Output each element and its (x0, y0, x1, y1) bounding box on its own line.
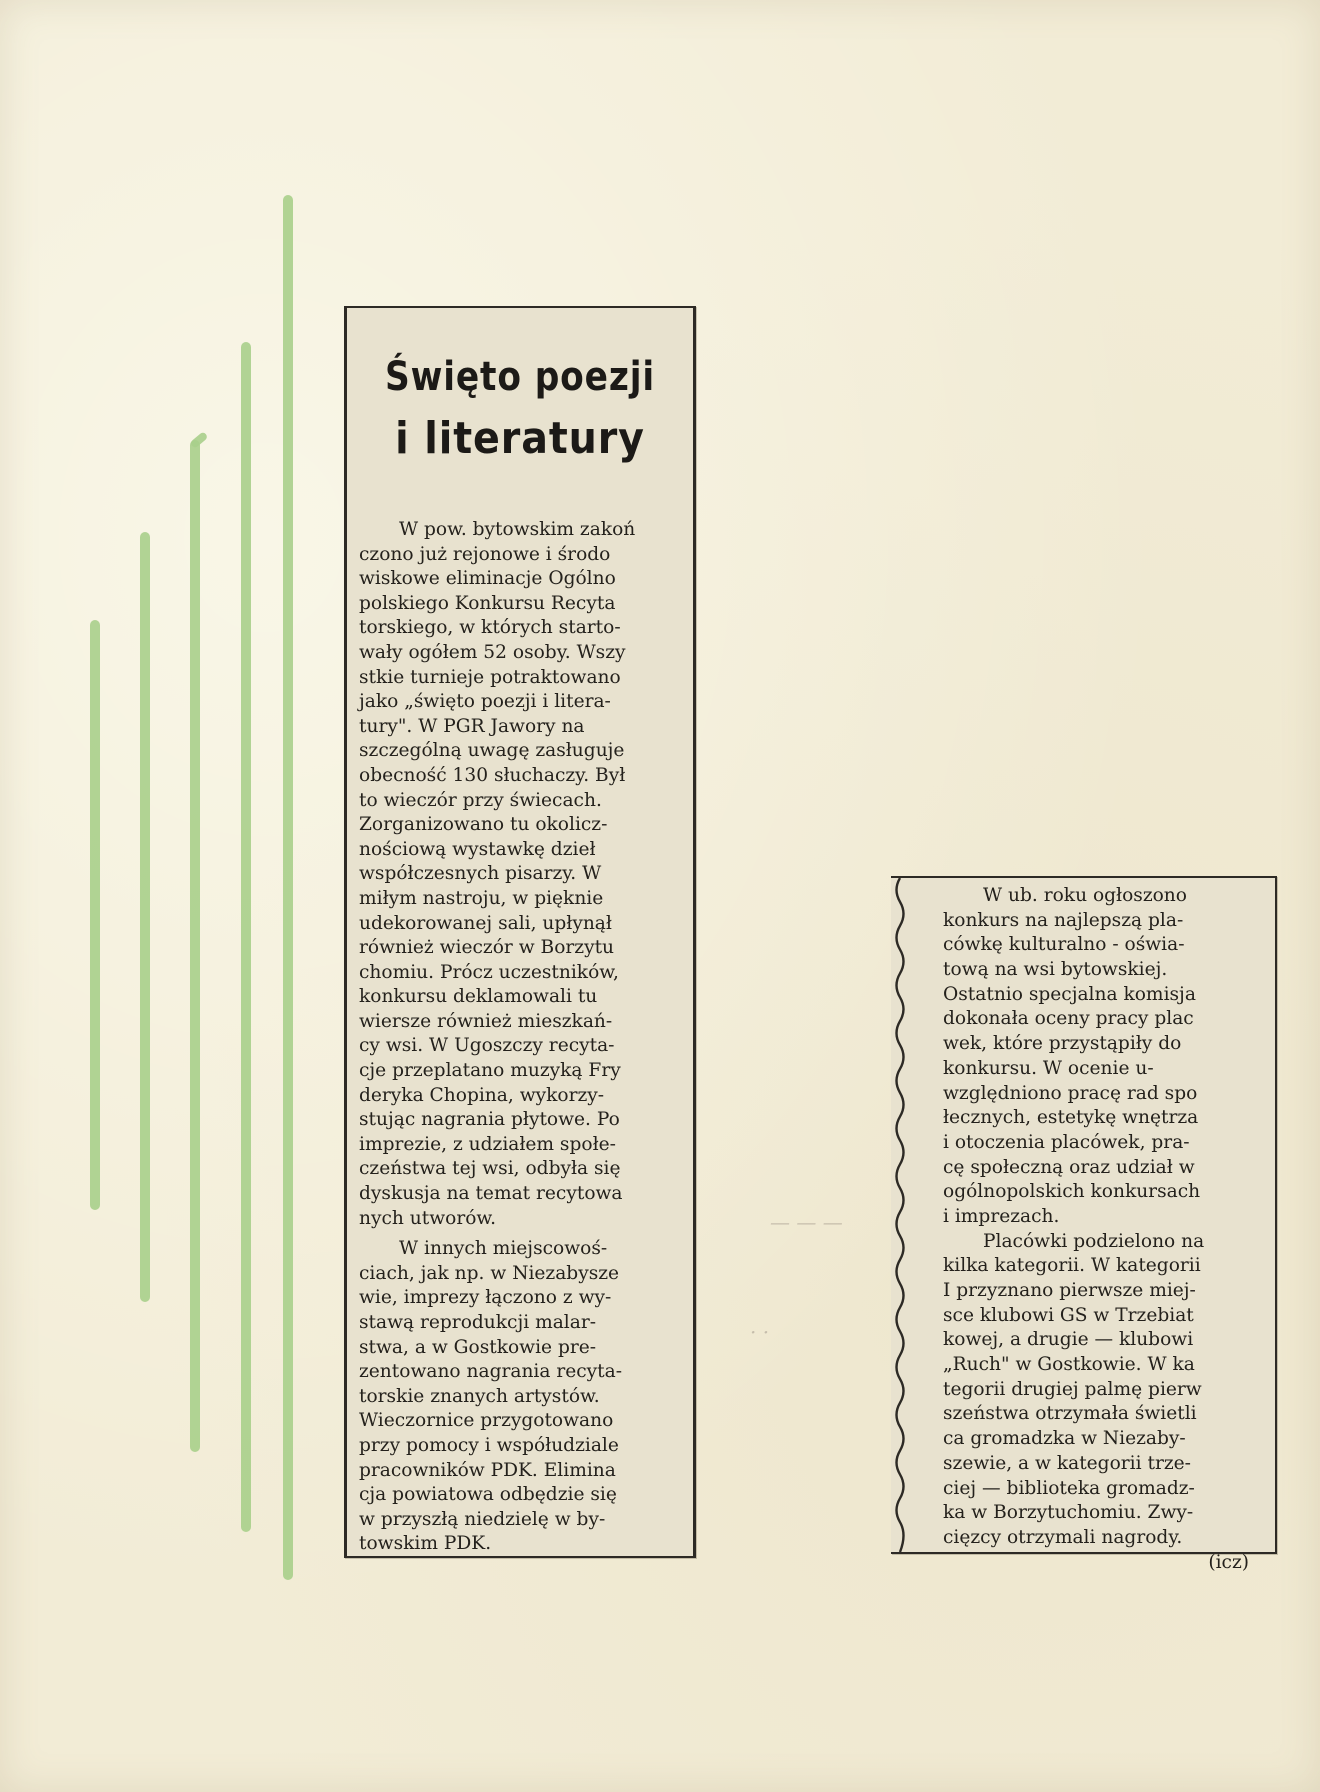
note-line: tową na wsi bytowskiej. (943, 959, 1168, 981)
article-line: W innych miejscowoś- (399, 1238, 608, 1260)
note-line: szewie, a w kategorii trze- (943, 1452, 1191, 1474)
article-line: wiskowe eliminacje Ogólno (359, 568, 616, 590)
note-line: względniono pracę rad spo (943, 1082, 1198, 1104)
article-line: ciach, jak np. w Niezabysze (359, 1262, 620, 1284)
note-line: cę społeczną oraz udział w (943, 1156, 1195, 1178)
article-line: konkursu deklamowali tu (359, 986, 598, 1008)
note-line: i imprezach. (943, 1205, 1060, 1227)
note-line: ca gromadzka w Niezaby- (943, 1428, 1186, 1450)
article-line: towskim PDK. (359, 1533, 492, 1555)
note-line: tegorii drugiej palmę pierw (943, 1378, 1202, 1400)
article-line: W pow. bytowskim zakoń (399, 519, 636, 540)
article-line: obecność 130 słuchaczy. Był (359, 764, 626, 786)
note-line: ogólnopolskich konkursach (943, 1181, 1201, 1203)
article-line: czeństwa tej wsi, odbyła się (359, 1158, 621, 1180)
note-line: cówkę kulturalno - oświa- (943, 934, 1185, 956)
article-line: cja powiatowa odbędzie się (359, 1484, 617, 1506)
note-body (943, 884, 1273, 1575)
article-line: stkie turnieje potraktowano (359, 666, 621, 688)
article-line: wie, imprezy łączono z wy- (359, 1287, 612, 1309)
article-line: pracowników PDK. Elimina (359, 1459, 616, 1481)
article-line: polskiego Konkursu Recyta (359, 592, 616, 614)
note-line: cięzcy otrzymali nagrody. (943, 1526, 1183, 1548)
newspaper-clipping-note (891, 876, 1277, 1573)
note-line: kowej, a drugie — klubowi (943, 1329, 1194, 1351)
wavy-border-icon (891, 878, 909, 1552)
note-line: „Ruch" w Gostkowie. W ka (943, 1354, 1195, 1376)
green-pen-line (190, 440, 200, 1452)
article-line: szczególną uwagę zasługuje (359, 740, 625, 762)
note-line: I przyznano pierwsze miej- (943, 1280, 1196, 1301)
note-line: ciej — biblioteka gromadz- (943, 1477, 1195, 1499)
note-line: dokonała oceny pracy plac (943, 1008, 1194, 1030)
article-line: stwa, a w Gostkowie pre- (359, 1336, 597, 1358)
note-line: łecznych, estetykę wnętrza (943, 1107, 1199, 1129)
note-line: konkurs na najlepszą pla- (943, 909, 1184, 931)
article-line: to wieczór przy świecach. (359, 789, 602, 811)
article-line: dyskusja na temat recytowa (359, 1183, 623, 1205)
note-line: kilka kategorii. W kategorii (943, 1255, 1201, 1277)
article-line: nościową wystawkę dzieł (359, 838, 596, 860)
article-line: Wieczornice przygotowano (359, 1410, 614, 1432)
article-line: tury". W PGR Jawory na (359, 715, 585, 737)
note-line: W ub. roku ogłoszono (983, 885, 1187, 906)
headline-line-2: i literatury (395, 413, 645, 464)
article-line: czono już rejonowe i środo (359, 543, 611, 565)
green-pen-line (283, 195, 293, 1580)
green-pen-line (90, 620, 100, 1210)
article-body (359, 518, 689, 1557)
note-line: Ostatnio specjalna komisja (943, 983, 1196, 1005)
article-line: torskie znanych artystów. (359, 1385, 600, 1407)
newspaper-clipping-article (344, 306, 696, 1558)
note-line: i otoczenia placówek, pra- (943, 1131, 1190, 1153)
note-line: szeństwa otrzymała świetli (943, 1403, 1197, 1425)
article-line: wały ogółem 52 osoby. Wszy (359, 641, 626, 663)
article-line: jako „święto poezji i litera- (359, 691, 611, 713)
article-line: współczesnych pisarzy. W (359, 863, 602, 885)
note-line: ka w Borzytuchomiu. Zwy- (943, 1502, 1194, 1524)
article-line: miłym nastroju, w pięknie (359, 887, 604, 909)
article-line: w przyszłą niedzielę w by- (359, 1508, 606, 1530)
article-line: wiersze również mieszkań- (359, 1010, 613, 1032)
green-pen-line (241, 342, 251, 1532)
article-line: torskiego, w których starto- (359, 617, 621, 639)
article-line: zentowano nagrania recyta- (359, 1361, 623, 1383)
article-line: Zorganizowano tu okolicz- (359, 814, 608, 836)
article-line: cy wsi. W Ugoszczy recyta- (359, 1035, 615, 1057)
pencil-marks: · · (750, 1320, 770, 1344)
article-headline (347, 346, 693, 470)
green-pen-line (140, 532, 150, 1302)
pencil-marks: — — — (770, 1210, 843, 1234)
article-line: cje przeplatano muzyką Fry (359, 1060, 621, 1082)
note-line: wek, które przystąpiły do (943, 1033, 1182, 1055)
article-line: stując nagrania płytowe. Po (359, 1109, 620, 1131)
article-line: chomiu. Prócz uczestników, (359, 961, 619, 983)
note-line: Placówki podzielono na (983, 1230, 1205, 1252)
article-line: deryka Chopina, wykorzy- (359, 1084, 605, 1106)
article-line: nych utworów. (359, 1207, 497, 1229)
note-line: sce klubowi GS w Trzebiat (943, 1304, 1194, 1326)
article-line: również wieczór w Borzytu (359, 937, 615, 959)
headline-line-1: Święto poezji (384, 354, 656, 400)
article-line: przy pomocy i współudziale (359, 1434, 619, 1456)
article-line: imprezie, z udziałem społe- (359, 1133, 616, 1155)
author-signature: (icz) (1208, 1551, 1249, 1573)
note-line: konkursu. W ocenie u- (943, 1057, 1154, 1079)
article-line: stawą reprodukcji malar- (359, 1312, 596, 1333)
article-line: udekorowanej sali, upłynął (359, 912, 612, 934)
